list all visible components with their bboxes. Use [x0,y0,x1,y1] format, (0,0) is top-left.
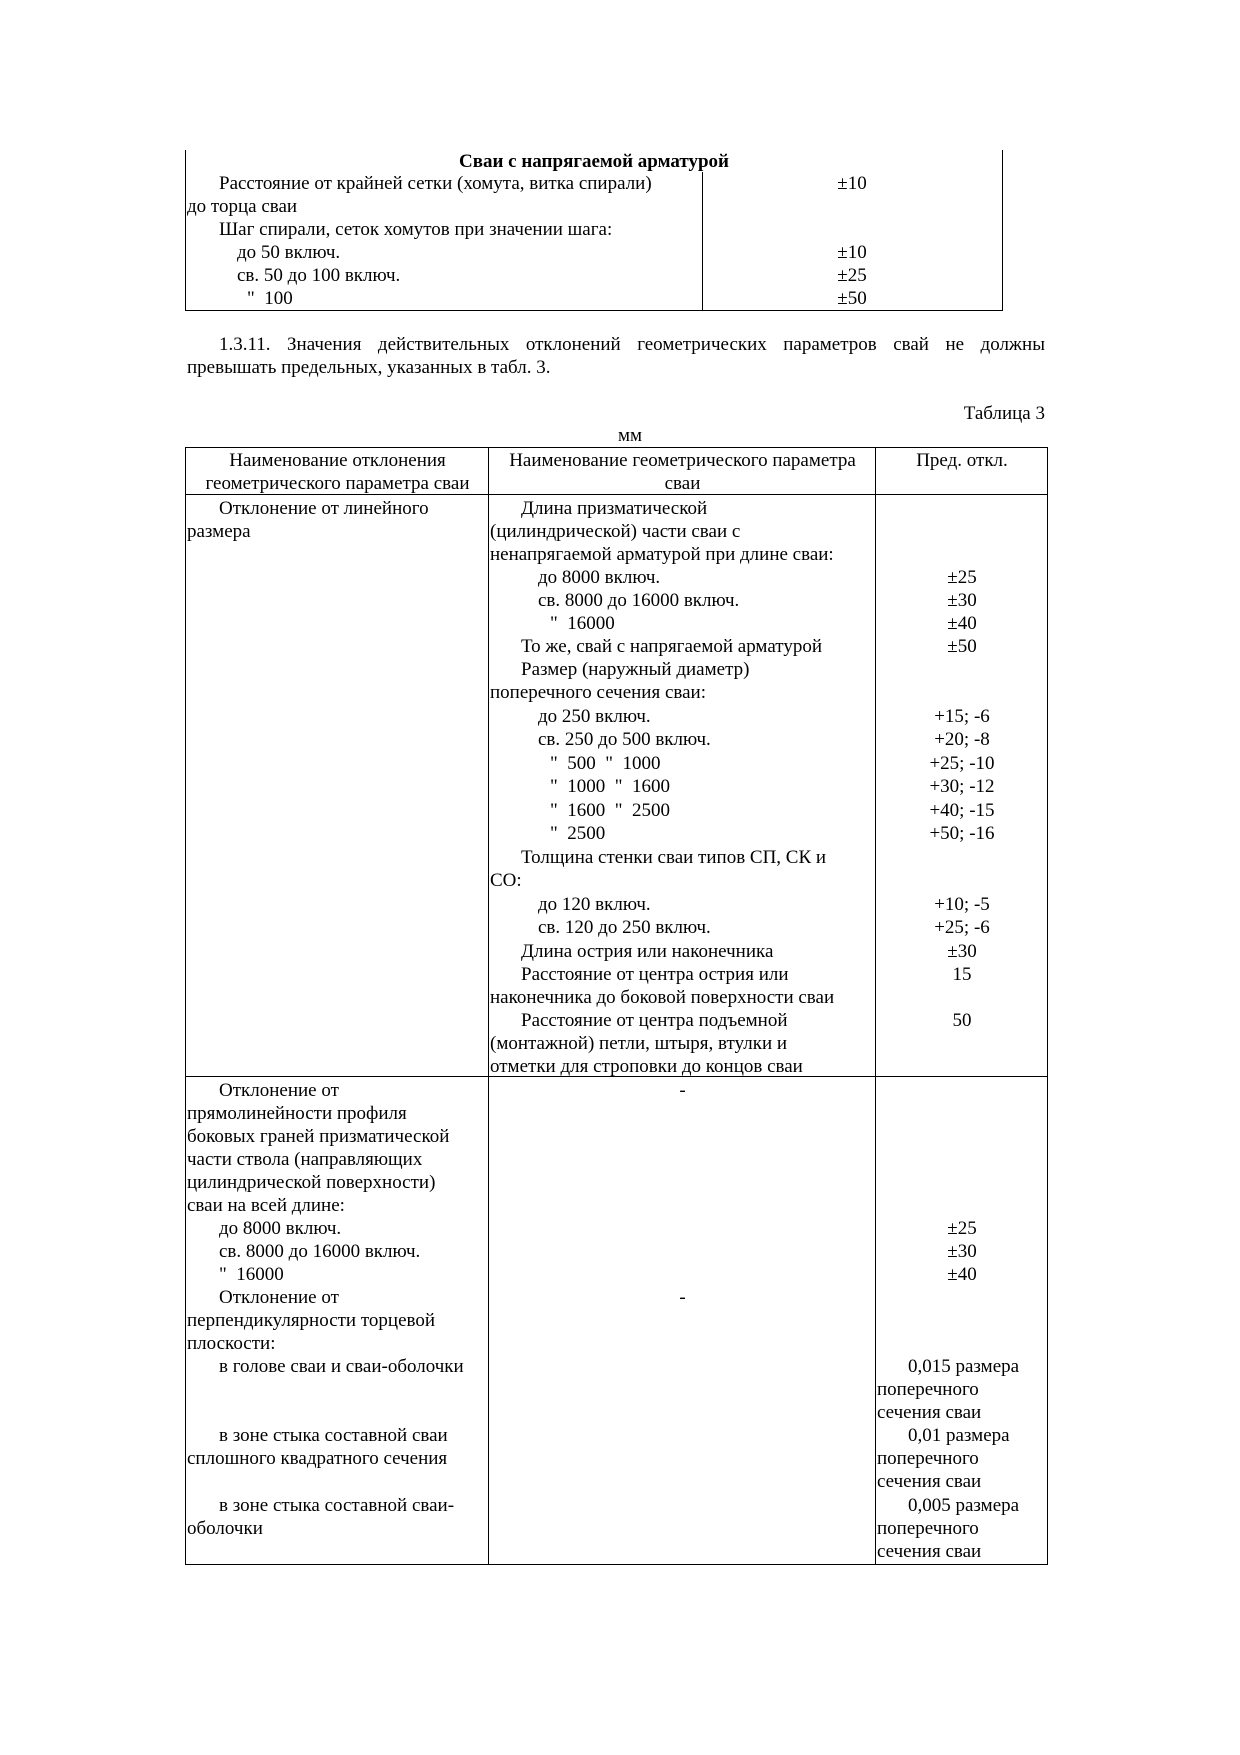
tolerance-text: поперечного [877,1448,979,1469]
deviation-name: боковых граней призматической [187,1126,450,1147]
deviation-name: части ствола (направляющих [187,1149,423,1170]
parameter-line: Расстояние от центра острия или [521,964,789,985]
parameter-line: " 2500 [550,823,606,844]
deviation-name: в зоне стыка составной сваи- [219,1495,455,1516]
header-col1: геометрического параметра сваи [205,473,470,494]
parameter-line: до 120 включ. [538,894,651,915]
tolerance-value: ±30 [947,941,977,962]
parameter-line: СО: [490,870,522,891]
top-table-right-border [1002,150,1003,311]
parameter-dash: - [679,1080,686,1101]
tolerance-value: +25; -6 [934,917,990,938]
tolerance-text: поперечного [877,1379,979,1400]
top-table-left-border [185,150,186,311]
parameter-line: ненапрягаемой арматурой при длине сваи: [490,544,834,565]
tolerance-text: 0,005 размера [908,1495,1020,1516]
tolerance-value: 15 [952,964,972,985]
parameter-line: " 500 " 1000 [550,753,661,774]
tolerance-value: +20; -8 [934,729,990,750]
table-units: мм [617,425,643,446]
tolerance-value: +50; -16 [929,823,995,844]
deviation-name: в голове сваи и сваи-оболочки [219,1356,464,1377]
top-table-value: ±50 [837,288,867,309]
top-table-param: Шаг спирали, сеток хомутов при значении шага: [219,219,613,240]
paragraph-line: 1.3.11. Значения действительных отклонений геометрических параметров свай не должны [219,334,1045,355]
table-caption: Таблица 3 [963,403,1045,424]
deviation-name: плоскости: [187,1333,276,1354]
parameter-line: до 8000 включ. [538,567,661,588]
tolerance-value: +15; -6 [934,706,990,727]
top-table-value: ±10 [837,173,867,194]
table-right-border [1047,447,1048,1565]
parameter-line: наконечника до боковой поверхности сваи [490,987,835,1008]
tolerance-value: +40; -15 [929,800,995,821]
header-col2: Наименование геометрического параметра [509,450,856,471]
top-table-param: до 50 включ. [237,242,341,263]
tolerance-value: ±30 [947,1241,977,1262]
header-col3: Пред. откл. [916,450,1008,471]
deviation-name: сплошного квадратного сечения [187,1448,448,1469]
deviation-name: Отклонение от [219,1080,339,1101]
tolerance-value: ±25 [947,1218,977,1239]
parameter-line: св. 8000 до 16000 включ. [538,590,740,611]
tolerance-text: 0,015 размера [908,1356,1020,1377]
deviation-name: размера [187,521,251,542]
top-table-heading: Сваи с напрягаемой арматурой [459,151,729,172]
parameter-line: " 1600 " 2500 [550,800,671,821]
top-table-param: " 100 [247,288,293,309]
tolerance-value: ±25 [947,567,977,588]
top-table-value: ±10 [837,242,867,263]
deviation-name: св. 8000 до 16000 включ. [219,1241,421,1262]
parameter-line: Расстояние от центра подъемной [521,1010,788,1031]
deviation-name: оболочки [187,1518,263,1539]
parameter-line: " 16000 [550,613,615,634]
parameter-line: То же, свай с напрягаемой арматурой [521,636,822,657]
table-col1-divider [488,447,489,1565]
deviation-name: цилиндрической поверхности) [187,1172,436,1193]
top-table-param: Расстояние от крайней сетки (хомута, витка спирали) [219,173,652,194]
tolerance-value: ±40 [947,1264,977,1285]
tolerance-value: +25; -10 [929,753,995,774]
paragraph-line: превышать предельных, указанных в табл. 3. [187,357,551,378]
parameter-line: Длина призматической [521,498,708,519]
tolerance-text: поперечного [877,1518,979,1539]
deviation-name: до 8000 включ. [219,1218,342,1239]
tolerance-value: ±40 [947,613,977,634]
parameter-line: Толщина стенки сваи типов СП, СК и [521,847,827,868]
top-table-bottom-border [185,310,1003,311]
parameter-line: отметки для строповки до концов сваи [490,1056,803,1077]
deviation-name: Отклонение от [219,1287,339,1308]
parameter-line: " 1000 " 1600 [550,776,671,797]
deviation-name: " 16000 [219,1264,284,1285]
parameter-line: до 250 включ. [538,706,651,727]
tolerance-text: сечения сваи [877,1471,982,1492]
deviation-name: перпендикулярности торцевой [187,1310,436,1331]
top-table-param: св. 50 до 100 включ. [237,265,401,286]
tolerance-value: +10; -5 [934,894,990,915]
parameter-line: (цилиндрической) части сваи с [490,521,741,542]
tolerance-value: +30; -12 [929,776,995,797]
tolerance-text: 0,01 размера [908,1425,1010,1446]
tolerance-value: ±50 [947,636,977,657]
parameter-line: св. 120 до 250 включ. [538,917,711,938]
top-table-value: ±25 [837,265,867,286]
parameter-line: св. 250 до 500 включ. [538,729,711,750]
deviation-name: прямолинейности профиля [187,1103,407,1124]
deviation-name: Отклонение от линейного [219,498,429,519]
top-table-param: до торца сваи [187,196,298,217]
table-col2-divider [875,447,876,1565]
parameter-line: (монтажной) петли, штыря, втулки и [490,1033,788,1054]
tolerance-text: сечения сваи [877,1541,982,1562]
header-col2: сваи [664,473,701,494]
parameter-line: Длина острия или наконечника [521,941,774,962]
tolerance-value: ±30 [947,590,977,611]
parameter-line: поперечного сечения сваи: [490,682,706,703]
parameter-line: Размер (наружный диаметр) [521,659,750,680]
table-bottom-border [185,1564,1048,1565]
tolerance-value: 50 [952,1010,972,1031]
table-left-border [185,447,186,1565]
tolerance-text: сечения сваи [877,1402,982,1423]
deviation-name: сваи на всей длине: [187,1195,345,1216]
header-col1: Наименование отклонения [229,450,446,471]
table-top-border [185,447,1048,448]
parameter-dash: - [679,1287,686,1308]
deviation-name: в зоне стыка составной сваи [219,1425,448,1446]
